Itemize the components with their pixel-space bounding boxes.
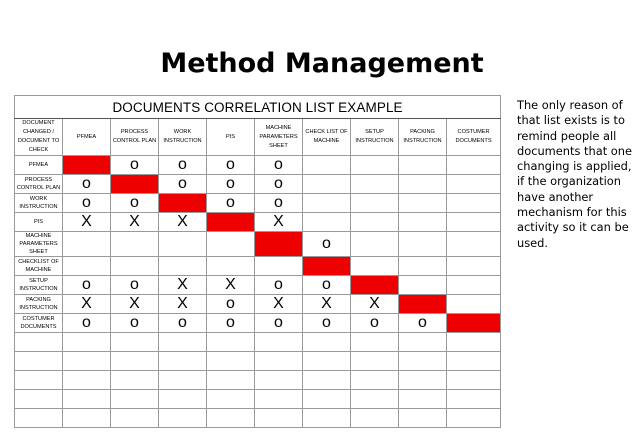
matrix-cell (303, 333, 351, 352)
matrix-cell (111, 409, 159, 428)
matrix-cell: o (255, 156, 303, 175)
diagonal-cell (351, 276, 399, 295)
table-row (15, 276, 501, 295)
row-label: COSTUMER DOCUMENTS (15, 314, 63, 333)
matrix-cell: X (159, 276, 207, 295)
matrix-cell (399, 175, 447, 194)
column-header-row (15, 119, 501, 156)
diagonal-cell (207, 213, 255, 232)
matrix-cell (111, 371, 159, 390)
matrix-cell (399, 390, 447, 409)
matrix-cell: o (63, 175, 111, 194)
matrix-cell (159, 232, 207, 257)
matrix-cell: o (207, 194, 255, 213)
diagonal-cell (255, 232, 303, 257)
matrix-cell: o (255, 314, 303, 333)
matrix-cell (255, 257, 303, 276)
matrix-cell: X (159, 295, 207, 314)
matrix-cell (447, 257, 501, 276)
matrix-cell (159, 352, 207, 371)
matrix-cell (111, 390, 159, 409)
matrix-cell: X (207, 276, 255, 295)
matrix-cell (447, 409, 501, 428)
matrix-cell: o (255, 175, 303, 194)
correlation-table (14, 95, 501, 428)
column-header: PROCESS CONTROL PLAN (111, 119, 159, 156)
matrix-cell (351, 409, 399, 428)
row-label: CHECKLIST OF MACHINE (15, 257, 63, 276)
matrix-cell (351, 371, 399, 390)
diagonal-cell (111, 175, 159, 194)
matrix-cell (207, 390, 255, 409)
matrix-cell (111, 333, 159, 352)
matrix-cell: o (111, 156, 159, 175)
matrix-cell (111, 257, 159, 276)
matrix-cell (447, 390, 501, 409)
column-header: MACHINE PARAMETERS SHEET (255, 119, 303, 156)
matrix-cell: X (63, 213, 111, 232)
matrix-cell: X (159, 213, 207, 232)
matrix-cell (63, 232, 111, 257)
matrix-cell: X (63, 295, 111, 314)
matrix-cell (303, 390, 351, 409)
matrix-cell: o (255, 276, 303, 295)
matrix-cell (207, 352, 255, 371)
matrix-cell (207, 333, 255, 352)
correlation-matrix (14, 95, 500, 426)
column-header: PFMEA (63, 119, 111, 156)
matrix-cell (399, 194, 447, 213)
matrix-cell (351, 213, 399, 232)
side-note: The only reason of that list exists is to remind people all documents that one changing is applied, if the organization have another mechanism for this activity so it can be used. (517, 98, 632, 250)
matrix-cell (63, 390, 111, 409)
diagonal-cell (63, 156, 111, 175)
matrix-cell (399, 371, 447, 390)
matrix-cell (63, 409, 111, 428)
matrix-cell (399, 276, 447, 295)
table-row (15, 333, 501, 352)
column-header: SETUP INSTRUCTION (351, 119, 399, 156)
table-caption: DOCUMENTS CORRELATION LIST EXAMPLE (15, 96, 501, 119)
matrix-cell: o (303, 232, 351, 257)
matrix-cell: o (111, 194, 159, 213)
corner-header: DOCUMENT CHANGED / DOCUMENT TO CHECK (15, 119, 63, 156)
matrix-cell: o (159, 175, 207, 194)
matrix-cell (159, 257, 207, 276)
column-header: CHECK LIST OF MACHINE (303, 119, 351, 156)
row-label: MACHINE PARAMETERS SHEET (15, 232, 63, 257)
matrix-cell (351, 156, 399, 175)
column-header: PIS (207, 119, 255, 156)
diagonal-cell (159, 194, 207, 213)
matrix-cell: o (255, 194, 303, 213)
matrix-cell (351, 232, 399, 257)
matrix-cell (351, 333, 399, 352)
table-row (15, 257, 501, 276)
matrix-cell (447, 371, 501, 390)
matrix-cell (399, 232, 447, 257)
column-header: COSTUMER DOCUMENTS (447, 119, 501, 156)
table-row (15, 194, 501, 213)
matrix-cell: o (207, 314, 255, 333)
matrix-cell (303, 213, 351, 232)
matrix-cell (255, 390, 303, 409)
matrix-cell (399, 352, 447, 371)
column-header: WORK INSTRUCTION (159, 119, 207, 156)
row-label (15, 390, 63, 409)
table-row (15, 156, 501, 175)
row-label: PACKING INSTRUCTION (15, 295, 63, 314)
matrix-cell (207, 232, 255, 257)
row-label (15, 352, 63, 371)
matrix-cell (207, 257, 255, 276)
matrix-cell (351, 257, 399, 276)
matrix-cell: X (351, 295, 399, 314)
matrix-cell (447, 295, 501, 314)
table-row (15, 213, 501, 232)
matrix-cell: o (63, 194, 111, 213)
matrix-cell (111, 352, 159, 371)
row-label: PROCESS CONTROL PLAN (15, 175, 63, 194)
matrix-cell (351, 390, 399, 409)
diagonal-cell (399, 295, 447, 314)
row-label (15, 409, 63, 428)
matrix-cell: o (303, 276, 351, 295)
row-label (15, 333, 63, 352)
matrix-cell: o (111, 276, 159, 295)
table-row (15, 352, 501, 371)
matrix-cell (255, 352, 303, 371)
matrix-cell: X (255, 295, 303, 314)
matrix-body (15, 156, 501, 428)
matrix-cell (63, 352, 111, 371)
matrix-cell (447, 333, 501, 352)
matrix-cell: X (111, 295, 159, 314)
table-row (15, 371, 501, 390)
matrix-cell (447, 232, 501, 257)
matrix-cell: X (255, 213, 303, 232)
matrix-cell (447, 213, 501, 232)
row-label (15, 371, 63, 390)
matrix-cell (63, 257, 111, 276)
diagonal-cell (303, 257, 351, 276)
matrix-cell (447, 194, 501, 213)
matrix-cell: o (207, 175, 255, 194)
row-label: PFMEA (15, 156, 63, 175)
matrix-cell (303, 371, 351, 390)
matrix-cell (63, 371, 111, 390)
matrix-cell (63, 333, 111, 352)
diagonal-cell (447, 314, 501, 333)
matrix-cell (447, 276, 501, 295)
table-row (15, 409, 501, 428)
matrix-cell (207, 409, 255, 428)
column-header: PACKING INSTRUCTION (399, 119, 447, 156)
matrix-cell (351, 175, 399, 194)
matrix-cell: o (207, 156, 255, 175)
matrix-cell: o (63, 314, 111, 333)
matrix-cell: o (399, 314, 447, 333)
matrix-cell: o (207, 295, 255, 314)
table-row (15, 314, 501, 333)
row-label: SETUP INSTRUCTION (15, 276, 63, 295)
matrix-cell (159, 390, 207, 409)
table-row (15, 390, 501, 409)
matrix-cell (207, 371, 255, 390)
matrix-cell (303, 194, 351, 213)
matrix-cell (399, 213, 447, 232)
matrix-cell: X (111, 213, 159, 232)
page-title-text: Method Management (160, 48, 484, 79)
matrix-cell (111, 232, 159, 257)
matrix-cell (399, 333, 447, 352)
matrix-cell: o (159, 156, 207, 175)
matrix-cell (255, 371, 303, 390)
matrix-cell: o (303, 314, 351, 333)
matrix-cell: o (63, 276, 111, 295)
matrix-cell (255, 333, 303, 352)
matrix-cell: o (159, 314, 207, 333)
table-row (15, 295, 501, 314)
matrix-cell (159, 333, 207, 352)
matrix-cell (351, 352, 399, 371)
matrix-cell (351, 194, 399, 213)
matrix-cell (303, 175, 351, 194)
matrix-cell (159, 409, 207, 428)
row-label: WORK INSTRUCTION (15, 194, 63, 213)
table-row (15, 175, 501, 194)
matrix-cell (399, 409, 447, 428)
matrix-cell (159, 371, 207, 390)
matrix-cell: o (351, 314, 399, 333)
table-row (15, 232, 501, 257)
matrix-cell (399, 257, 447, 276)
row-label: PIS (15, 213, 63, 232)
matrix-cell: X (303, 295, 351, 314)
matrix-cell: o (111, 314, 159, 333)
matrix-cell (303, 156, 351, 175)
matrix-cell (399, 156, 447, 175)
matrix-cell (447, 352, 501, 371)
page-title (0, 48, 638, 79)
matrix-cell (303, 352, 351, 371)
matrix-cell (447, 156, 501, 175)
matrix-cell (303, 409, 351, 428)
matrix-cell (447, 175, 501, 194)
matrix-cell (255, 409, 303, 428)
